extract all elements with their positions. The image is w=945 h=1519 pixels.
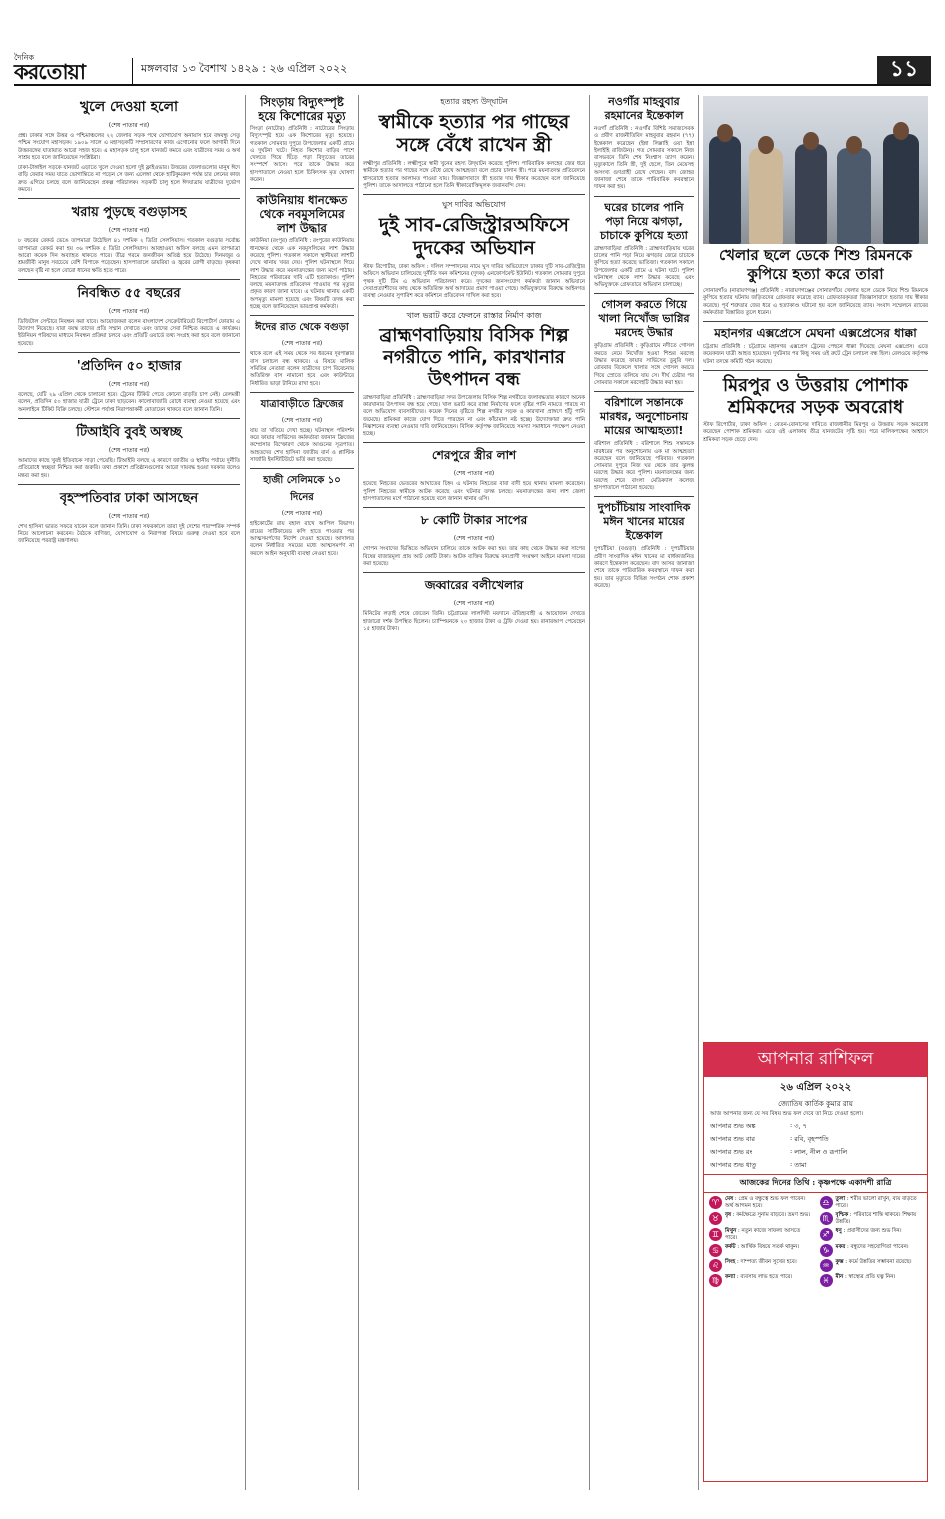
horoscope-item: ♍ কন্যা : ব্যবসায় লাভ হতে পারে। <box>709 1274 812 1287</box>
article-text: হাইকোর্টের রায় বহাল রাখে আপিল বিভাগ। রায়ের সার্টিফায়েড কপি হাতে পাওয়ার পর আত্মসমর্পণের নির্দেশ দেওয়া হয়েছে। আদালত বলেন নির্ধারিত সময়ের মধ্যে আত্মসমর্পণ না করলে আইন অনুযায়ী ব্যবস্থা নেওয়া হবে। <box>250 521 354 557</box>
headline: বৃহস্পতিবার ঢাকা আসছেন <box>59 490 199 506</box>
article-text: ডিজিটাল সেন্টারে নিবন্ধন করা যাবে। আয়োজকরা বলেন বাংলাদেশ সেক্রেটারিয়েট রিপোর্টার্স ফোরাম এ উদ্যোগ নিয়েছে। যারা বয়স্ক তাদের প্রতি সম্মান দেখাতে এবং তাদের সেবা নিশ্চিত করতে এ কার্যক্রম। ইউনিয়ন পরিষদের মাধ্যমে নিবন্ধন প্রক্রিয়া চলবে এবং প্রতিটি ওয়ার্ডে তথ্য সংগ্রহ করা হবে বলে জানানো হয়েছে। <box>18 318 240 347</box>
article-text: মিনিটের লড়াই শেষে জেতেন তিনি। চট্টগ্রামের লালদিঘী ময়দানে ঐতিহ্যবাহী এ আয়োজন দেখতে হাজারো দর্শক উপস্থিত ছিলেন। চ্যাম্পিয়নকে ২০ হাজার টাকা ও ট্রফি দেওয়া হয়। রানারআপ পেয়েছেন ১৫ হাজার টাকা। <box>363 611 585 632</box>
horoscope-item: ♓ মীন : স্বাস্থ্যের প্রতি যত্ন নিন। <box>820 1274 923 1287</box>
cancer-icon: ♋ <box>709 1244 722 1257</box>
article-text: গোপন সংবাদের ভিত্তিতে অভিযান চালিয়ে তাকে আটক করা হয়। তার কাছ থেকে উদ্ধার করা সাপের বিষের বাজারমূল্য প্রায় আট কোটি টাকা। আটক ব্যক্তির বিরুদ্ধে বন্যপ্রাণী সংরক্ষণ আইনে মামলা দায়ের করা হয়েছে। <box>363 546 585 567</box>
horoscope-item: ♊ মিথুন : নতুন কাজে সাফল্য আসতে পারে। <box>709 1228 812 1242</box>
headline: ব্রাহ্মণবাড়িয়ায় বিসিক শিল্প নগরীতে পানি, কারখানার উৎপাদন বন্ধ <box>379 324 569 390</box>
libra-icon: ♎ <box>820 1196 833 1209</box>
headline: ঈদের রাত থেকে বগুড়া <box>255 322 349 334</box>
headline: নিবন্ধিত ৫৫ বছরের <box>77 285 181 301</box>
article-text: ঢাকা-টাঙ্গাইল সড়কে যানজট এড়াতে খুলে দেওয়া হলো দুই ফ্লাইওভার। উত্তরের জেলাগুলোর মানুষ ঈদে বাড়ি ফেরার সময় যাতে ভোগান্তিতে না পড়েন সে জন্য এলেঙ্গা থেকে হাটিকুমরুল পর্যন্ত চার লেনের কাজ দ্রুত এগিয়ে চলছে বলে জানিয়েছেন প্রকল্প পরিচালক। সড়কটি চালু হলে ঈদযাত্রায় যাত্রীদের দুর্ভোগ কমবে। <box>18 165 240 194</box>
photo-figure <box>837 148 871 244</box>
photo-figure-head <box>846 136 862 154</box>
horoscope-item: ♌ সিংহ : দাম্পত্য জীবন সুখের হবে। <box>709 1259 812 1272</box>
horoscope-grid <box>704 1193 927 1290</box>
photo-figure-head <box>758 136 774 154</box>
gemini-icon: ♊ <box>709 1228 722 1241</box>
column-divider <box>589 95 590 1490</box>
photo-figure <box>749 148 783 244</box>
headline: 'প্রতিদিন ৫০ হাজার <box>76 359 182 375</box>
article-text: চট্টগ্রাম প্রতিনিধি : চট্টগ্রামে মহানগর এক্সপ্রেস ট্রেনের পেছনে ধাক্কা দিয়েছে মেঘনা এক্সপ্রেস। এতে কয়েকজন যাত্রী আহত হয়েছেন। দুর্ঘটনার পর কিছু সময় ওই রুটে ট্রেন চলাচল বন্ধ ছিল। রেলওয়ে কর্তৃপক্ষ ঘটনা তদন্তে কমিটি গঠন করেছে। <box>703 344 928 365</box>
logo-text: করতোয়া <box>14 60 85 84</box>
headline: গোসল করতে গিয়ে খালা নিখোঁজ ভাগ্নির মরদেহ উদ্ধার <box>598 298 690 340</box>
article-text: স্টাফ রিপোর্টার, ঢাকা অফিস : বেতন-বোনাসের দাবিতে রাজধানীর মিরপুর ও উত্তরায় সড়ক অবরোধ করেছেন পোশাক শ্রমিকরা। এতে ওই এলাকায় তীব্র যানজটের সৃষ্টি হয়। পরে মালিকপক্ষের আশ্বাসে শ্রমিকরা সড়ক ছেড়ে দেন। <box>703 422 928 443</box>
photo-figure <box>795 144 827 244</box>
kicker: খাল ভরাট করে ফেলনে রাস্তার নির্মাণ কাজ <box>406 310 542 320</box>
photo-figure <box>709 136 741 244</box>
lucky-row: আপনার শুভ ধাতু : তামা <box>710 1160 807 1169</box>
article-text: স্টাফ রিপোর্টার, ঢাকা অফিস : দলিল সম্পাদনের নামে ঘুস দাবির অভিযোগে ঢাকার দুটি সাব-রেজিস্ট্রার অফিসে অভিযান চালিয়েছে দুর্নীতি দমন কমিশনের (দুদক) এনফোর্সমেন্ট ইউনিট। গতকাল সোমবার দুপুরে পৃথক দুটি টিম এ অভিযান পরিচালনা করে। দুদকের জনসংযোগ কর্মকর্তা জানান অভিযানে সেবাপ্রত্যাশীদের কাছ থেকে অতিরিক্ত অর্থ আদায়ের প্রমাণ পাওয়া গেছে। অভিযুক্তদের বিরুদ্ধে আইনগত ব্যবস্থা নেওয়ার সুপারিশ করে কমিশনে প্রতিবেদন দাখিল করা হবে। <box>363 264 585 300</box>
continued-note: (শেষ পাতার পর) <box>453 535 495 543</box>
lucky-list <box>704 1120 927 1172</box>
newspaper-logo <box>14 54 132 84</box>
article-text: নওগাঁ প্রতিনিধি : নওগাঁর বিশিষ্ট সমাজসেবক ও প্রবীণ রাজনীতিবিদ মাহবুবার রহমান (৭৭) ইন্তেকাল করেছেন (ইন্না লিল্লাহি ওয়া ইন্না ইলাইহি রাজিউন)। গত সোমবার সকালে নিজ বাসভবনে তিনি শেষ নিঃশ্বাস ত্যাগ করেন। মৃত্যুকালে তিনি স্ত্রী, দুই ছেলে, তিন মেয়েসহ অসংখ্য গুণগ্রাহী রেখে গেছেন। বাদ জোহর জানাজা শেষে তাকে পারিবারিক কবরস্থানে দাফন করা হয়। <box>594 126 694 191</box>
horoscope-item: ♑ মকর : বন্ধুদের সহযোগিতা পাবেন। <box>820 1244 923 1257</box>
headline: ৮ কোটি টাকার সাপের <box>420 513 528 528</box>
taurus-icon: ♉ <box>709 1212 722 1225</box>
horoscope-intro: আজ আপনার জন্য যে সব বিষয় শুভ ফল দেবে তা নিচে দেওয়া হলো। <box>710 1111 864 1117</box>
headline: হাজী সেলিমকে ১০ দিনের <box>263 475 341 504</box>
continued-note: (শেষ পাতার পর) <box>108 307 150 315</box>
article-text: সিংড়া (নাটোর) প্রতিনিধি : নাটোরের সিংড়ায় বিদ্যুৎস্পৃষ্ট হয়ে এক কিশোরের মৃত্যু হয়েছে। গতকাল সোমবার দুপুরে উপজেলার একটি গ্রামে এ দুর্ঘটনা ঘটে। নিহত কিশোর বাড়ির পাশে খেলতে গিয়ে ছিঁড়ে পড়া বিদ্যুতের তারের সংস্পর্শে আসে। পরে তাকে উদ্ধার করে হাসপাতালে নেওয়া হলে চিকিৎসক মৃত ঘোষণা করেন। <box>250 126 354 184</box>
continued-note: (শেষ পাতার পর) <box>108 381 150 389</box>
lucky-row: আপনার শুভ বার : রবি, বৃহস্পতি <box>710 1134 829 1143</box>
masthead <box>14 52 931 86</box>
column-1 <box>18 95 240 1495</box>
article-text: ৮ বছরের রেকর্ড ভেঙে তাপমাত্রা উঠেছিল ৪১ দশমিক ২ ডিগ্রি সেলসিয়াস। গতকাল বগুড়ার সর্বোচ্চ তাপমাত্রা রেকর্ড করা হয় ৩৬ দশমিক ৫ ডিগ্রি সেলসিয়াস। আবহাওয়া অফিস বলছে এমন তাপমাত্রা আরো কয়েক দিন অব্যাহত থাকতে পারে। তীব্র গরমে জনজীবন অতিষ্ঠ হয়ে উঠেছে। দিনমজুর ও শ্রমজীবী মানুষ সবচেয়ে বেশি বিপাকে পড়েছেন। হাসপাতালে ডায়রিয়া ও জ্বরের রোগী বাড়ছে। কৃষকরা বলছেন বৃষ্টি না হলে বোরো ধানের ক্ষতি হতে পারে। <box>18 238 240 274</box>
headline: মিরপুর ও উত্তরায় পোশাক শ্রমিকদের সড়ক অবরোধ <box>722 375 909 419</box>
article-text: যায় তা খতিয়ে দেখা হচ্ছে। ঘটনাস্থল পরিদর্শন করে ফায়ার সার্ভিসের কর্মকর্তারা জানান ফ্রিজের কম্প্রেসার বিস্ফোরণ থেকে আগুনের সূত্রপাত। আহতদের শেখ হাসিনা জাতীয় বার্ন ও প্লাস্টিক সার্জারি ইনস্টিটিউটে ভর্তি করা হয়েছে। <box>250 427 354 464</box>
headline: টিআইবি বুবই অস্বচ্ছ <box>76 424 182 440</box>
horoscope-item: ♈ মেষ : প্রেম ও বন্ধুত্বে শুভ ফল পাবেন। অর্থ আগমন হবে। <box>709 1196 812 1210</box>
kicker: হত্যার রহস্য উদ্‌ঘাটন <box>440 97 508 106</box>
headline: দুপচাঁচিয়ায় সাংবাদিক মঈন খানের মায়ের ইন্তেকাল <box>597 501 691 543</box>
article-text: ব্রাহ্মণবাড়িয়া প্রতিনিধি : ব্রাহ্মণবাড়িয়ায় ঘরের চালের পানি পড়া নিয়ে ঝগড়ার জেরে চাচাকে কুপিয়ে হত্যা করেছে ভাতিজা। গতকাল সকালে উপজেলার একটি গ্রামে এ ঘটনা ঘটে। পুলিশ ঘটনাস্থল থেকে লাশ উদ্ধার করেছে এবং অভিযুক্তকে গ্রেফতারে অভিযান চালাচ্ছে। <box>594 245 694 289</box>
news-photo <box>703 96 928 244</box>
horoscope-item: ♏ বৃশ্চিক : পরিবারে শান্তি থাকবে। শিক্ষায় উন্নতি। <box>820 1212 923 1226</box>
column-2 <box>250 95 354 1495</box>
leo-icon: ♌ <box>709 1259 722 1272</box>
horoscope-item: ♒ কুম্ভ : কর্মে উন্নতির সম্ভাবনা রয়েছে। <box>820 1259 923 1272</box>
virgo-icon: ♍ <box>709 1274 722 1287</box>
article-text: ব্রাহ্মণবাড়িয়া প্রতিনিধি : ব্রাহ্মণবাড়িয়া সদর উপজেলায় বিসিক শিল্প নগরীতে জলাবদ্ধতার কারণে অনেক কারখানার উৎপাদন বন্ধ হয়ে গেছে। খাল ভরাট করে রাস্তা নির্মাণের ফলে বৃষ্টির পানি নামতে পারছে না বলে অভিযোগ ব্যবসায়ীদের। কয়েক দিনের বৃষ্টিতে শিল্প নগরীর সড়ক ও কারখানা প্রাঙ্গণে হাঁটু পানি জমেছে। শ্রমিকরা কাজে যোগ দিতে পারছেন না এবং কাঁচামাল নষ্ট হচ্ছে। উদ্যোক্তারা দ্রুত পানি নিষ্কাশনের ব্যবস্থা নেওয়ার দাবি জানিয়েছেন। বিসিক কর্তৃপক্ষ জানিয়েছে সমস্যা সমাধানে পদক্ষেপ নেওয়া হচ্ছে। <box>363 394 585 438</box>
kicker: ঘুস দাবির অভিযোগ <box>442 200 506 210</box>
continued-note: (শেষ পাতার পর) <box>108 227 150 235</box>
logo-small-text: দৈনিক <box>14 53 35 62</box>
headline: জব্বারের বলীখেলার <box>424 578 524 593</box>
photo-figure-head <box>893 122 909 140</box>
horoscope-author: জ্যোতিষ কার্তিক কুমার রায় <box>778 1100 853 1108</box>
horoscope-title: আপনার রাশিফল <box>704 1043 927 1077</box>
continued-note: (শেষ পাতার পর) <box>108 122 150 129</box>
tithi-line: আজকের দিনের তিথি : কৃষ্ণপক্ষে একাদশী রাত্রি <box>704 1174 927 1193</box>
article-text: সোনারগাঁও (নারায়ণগঞ্জ) প্রতিনিধি : নারায়ণগঞ্জের সোনারগাঁয়ে খেলার ছলে ডেকে নিয়ে শিশু রিমনকে কুপিয়ে হত্যার ঘটনায় জড়িতদের গ্রেফতার করেছে র‍্যাব। গ্রেফতারকৃতরা জিজ্ঞাসাবাদে হত্যার দায় স্বীকার করেছে। পূর্ব শত্রুতার জের ধরে এ হত্যাকাণ্ড ঘটানো হয় বলে জানিয়েছে র‍্যাব। সংবাদ সম্মেলনে র‍্যাবের কর্মকর্তারা বিস্তারিত তুলে ধরেন। <box>703 288 928 316</box>
article-text: প্রশ্ন। ঢাকার সঙ্গে উত্তর ও পশ্চিমাঞ্চলের ২২ জেলার সড়ক পথে যোগাযোগ অনায়াস হবে বঙ্গবন্ধু সেতু পশ্চিম সংযোগ মহাসড়ক। ১৯০৯ সালে এ মহাসড়কটি সম্প্রসারণের কাজ এগোনোর ফলে আগামী দিনে উত্তরবঙ্গের যাতায়াত আরো সহজ হবে। এ মহাসড়ক চালু হলে যানজট কমবে এবং যাত্রীদের সময় ও অর্থ সাশ্রয় হবে বলে জানিয়েছেন সংশ্লিষ্টরা। <box>18 133 240 161</box>
continued-note: (শেষ পাতার পর) <box>453 600 495 608</box>
headline: নওগাঁর মাহবুবার রহমানের ইন্তেকাল <box>604 95 684 122</box>
dateline: মঙ্গলবার ১৩ বৈশাখ ১৪২৯ : ২৬ এপ্রিল ২০২২ <box>132 58 877 84</box>
sagittarius-icon: ♐ <box>820 1228 833 1241</box>
lucky-row: আপনার শুভ রং : লাল, নীল ও রূপালি <box>710 1147 848 1156</box>
headline: মহানগর এক্সপ্রেসে মেঘনা এক্সপ্রেসের ধাক্কা <box>714 326 917 341</box>
column-divider <box>245 95 246 1490</box>
article-text: কুড়িগ্রাম প্রতিনিধি : কুড়িগ্রামে নদীতে গোসল করতে নেমে নিখোঁজ হওয়া শিশুর মরদেহ উদ্ধার করেছে ফায়ার সার্ভিসের ডুবুরি দল। রোববার বিকেলে খালার সঙ্গে গোসল করতে গিয়ে স্রোতে তলিয়ে যায় সে। দীর্ঘ চেষ্টার পর সোমবার সকালে মরদেহটি উদ্ধার করা হয়। <box>594 343 694 386</box>
page-number: ১১ <box>877 56 931 84</box>
article-text: দুপচাঁচিয়া (বগুড়া) প্রতিনিধি : দুপচাঁচিয়ার প্রবীণ সাংবাদিক মঈন খানের মা বার্ধক্যজনিত কারণে ইন্তেকাল করেছেন। বাদ আসর জানাজা শেষে তাকে পারিবারিক কবরস্থানে দাফন করা হয়। তার মৃত্যুতে বিভিন্ন সংগঠন শোক প্রকাশ করেছে। <box>594 546 694 589</box>
headline: ঘরের চালের পানি পড়া নিয়ে ঝগড়া, চাচাকে কুপিয়ে হত্যা <box>600 200 688 242</box>
photo-figure-head <box>803 132 819 150</box>
horoscope-item: ♎ তুলা : শরীর ভালো রাখুন, ব্যয় বাড়তে পারে। <box>820 1196 923 1210</box>
horoscope-item: ♉ বৃষ : কর্মক্ষেত্রে সুনাম বাড়বে। ভ্রমণ শুভ। <box>709 1212 812 1226</box>
headline: দুই সাব-রেজিস্ট্রারঅফিসে দুদকের অভিযান <box>379 214 569 260</box>
aries-icon: ♈ <box>709 1196 722 1209</box>
headline: যাত্রাবাড়ীতে ফ্রিজের <box>260 398 344 410</box>
headline: খরায় পুড়ছে বগুড়াসহ <box>71 205 187 221</box>
continued-note: (শেষ পাতার পর) <box>108 512 150 520</box>
continued-note: (শেষ পাতার পর) <box>453 470 495 478</box>
headline: সিংড়ায় বিদ্যুৎস্পৃষ্ট হয়ে কিশোরের মৃত্যু <box>258 95 346 123</box>
continued-note: (শেষ পাতার পর) <box>281 416 323 424</box>
continued-note: (শেষ পাতার পর) <box>108 446 150 454</box>
horoscope-box <box>703 1042 928 1482</box>
article-text: থাকে বলে এই সময় থেকে সব ধরনের দূরপাল্লার বাস চলাচল বন্ধ থাকবে। এ বিষয়ে মালিক সমিতির নেতারা বলেন যাত্রীদের চাপ বিবেচনায় অতিরিক্ত বাস নামানো হবে এবং কাউন্টারে নির্ধারিত ভাড়া টানিয়ে রাখা হবে। <box>250 351 354 387</box>
column-center <box>363 95 585 1495</box>
capricorn-icon: ♑ <box>820 1244 833 1257</box>
headline: খেলার ছলে ডেকে শিশু রিমনকে কুপিয়ে হত্যা করে তারা <box>719 246 912 283</box>
horoscope-item: ♋ কর্কট : আর্থিক বিষয়ে সতর্ক থাকুন। <box>709 1244 812 1257</box>
pisces-icon: ♓ <box>820 1274 833 1287</box>
headline: স্বামীকে হত্যার পর গাছের সঙ্গে বেঁধে রাখেন স্ত্রী <box>378 111 570 156</box>
horoscope-date: ২৬ এপ্রিল ২০২২ <box>779 1082 852 1093</box>
scorpio-icon: ♏ <box>820 1212 833 1225</box>
column-4 <box>594 95 694 1495</box>
photo-figure <box>883 134 919 244</box>
headline: কাউনিয়ায় ধানক্ষেত থেকে নবমুসলিমের লাশ উদ্ধার <box>256 193 348 236</box>
column-divider <box>698 95 699 1490</box>
article-text: হয়েছে নিহতের ভেতরের আঘাতের চিহ্ন। এ ঘটনায় নিহতের বাবা বাদী হয়ে থানায় মামলা করেছেন। পুলিশ নিহতের স্বামীকে আটক করেছে এবং ঘটনার তদন্ত চলছে। ময়নাতদন্তের জন্য লাশ জেলা হাসপাতালের মর্গে পাঠানো হয়েছে বলে জানান থানার ওসি। <box>363 481 585 503</box>
horoscope-item: ♐ ধনু : প্রবাসীদের জন্য শুভ দিন। <box>820 1228 923 1242</box>
article-text: আমাদের কাছে খুবই ইতিবাচক সাড়া পেয়েছি। টিআইবি বলছে এ কারণে জাতীয় ও স্থানীয় পর্যায়ে দুর্নীতি প্রতিরোধে স্বচ্ছতা নিশ্চিত করা জরুরি। তথ্য প্রকাশে প্রতিষ্ঠানগুলোর আরো দায়বদ্ধ হওয়া দরকার বলেও মন্তব্য করা হয়। <box>18 457 240 479</box>
continued-note: (শেষ পাতার পর) <box>281 340 323 348</box>
article-text: বলেছে, যেটি ২৯ এপ্রিল থেকে চালানো হবে। ট্রেনের টিকিট পেতে কোনো বাড়তি চাপ নেই। রেলমন্ত্রী বলেন, প্রতিদিন ৫০ হাজার যাত্রী ট্রেনে ঢাকা ছাড়বেন। কালোবাজারি রোধে ব্যবস্থা নেওয়া হয়েছে এবং অনলাইনে টিকিট বিক্রি চলছে। স্টেশনে পর্যাপ্ত নিরাপত্তাকর্মী মোতায়েন থাকবে বলে জানান তিনি। <box>18 392 240 413</box>
column-divider <box>358 95 359 1490</box>
aquarius-icon: ♒ <box>820 1259 833 1272</box>
article-text: শেখ হাসিনা ভারত সফরে যাবেন বলে জানান তিনি। ঢাকা সফরকালে তারা দুই দেশের পারস্পরিক সম্পর্ক নিয়ে আলোচনা করবেন। বৈঠকে বাণিজ্য, যোগাযোগ ও নিরাপত্তা বিষয়ে গুরুত্ব দেওয়া হবে বলে জানিয়েছে পররাষ্ট্র মন্ত্রণালয়। <box>18 523 240 545</box>
article-text: কাউনিয়া (রংপুর) প্রতিনিধি : রংপুরের কাউনিয়ায় ধানক্ষেত থেকে এক নবমুসলিমের লাশ উদ্ধার করেছে পুলিশ। গতকাল সকালে স্থানীয়রা লাশটি দেখে থানায় খবর দেয়। পুলিশ ঘটনাস্থলে গিয়ে লাশ উদ্ধার করে ময়নাতদন্তের জন্য মর্গে পাঠায়। নিহতের পরিবারের দাবি এটি হত্যাকাণ্ড। পুলিশ বলছে ময়নাতদন্ত প্রতিবেদন পাওয়ার পর মৃত্যুর প্রকৃত কারণ জানা যাবে। এ ঘটনায় থানায় একটি অপমৃত্যু মামলা হয়েছে এবং বিষয়টি তদন্ত করা হচ্ছে বলে জানিয়েছেন ভারপ্রাপ্ত কর্মকর্তা। <box>250 238 354 311</box>
photo-figure-head <box>717 124 733 142</box>
lucky-row: আপনার শুভ অঙ্ক : ৩, ৭ <box>710 1121 807 1130</box>
article-text: বরিশাল প্রতিনিধি : বরিশালে শিশু সন্তানকে মারধরের পর অনুশোচনায় এক মা আত্মহত্যা করেছেন বলে জানিয়েছে পরিবার। গতকাল সোমবার দুপুরে নিজ ঘর থেকে তার ঝুলন্ত মরদেহ উদ্ধার করে পুলিশ। ময়নাতদন্তের জন্য মরদেহ শেরে বাংলা মেডিক্যাল কলেজ হাসপাতালে পাঠানো হয়েছে। <box>594 441 694 492</box>
article-text: লক্ষ্মীপুর প্রতিনিধি : লক্ষ্মীপুরে স্বামী খুনের রহস্য উদ্‌ঘাটন করেছে পুলিশ। পারিবারিক কলহের জের ধরে স্বামীকে হত্যার পর গাছের সঙ্গে বেঁধে রেখে আত্মহত্যা বলে প্রচার চালান স্ত্রী। পরে ময়নাতদন্ত প্রতিবেদনে শ্বাসরোধে হত্যার আলামত পাওয়া যায়। জিজ্ঞাসাবাদে স্ত্রী হত্যার দায় স্বীকার করেছেন বলে জানিয়েছে পুলিশ। তাকে আদালতে পাঠানো হলে তিনি স্বীকারোক্তিমূলক জবানবন্দি দেন। <box>363 161 585 189</box>
headline: শেরপুরে স্ত্রীর লাশ <box>431 448 517 463</box>
headline: বরিশালে সন্তানকে মারধর, অনুশোচনায় মায়ের আত্মহত্যা! <box>600 396 688 438</box>
continued-note: (শেষ পাতার পর) <box>281 510 323 518</box>
headline: খুলে দেওয়া হলো <box>79 99 179 115</box>
